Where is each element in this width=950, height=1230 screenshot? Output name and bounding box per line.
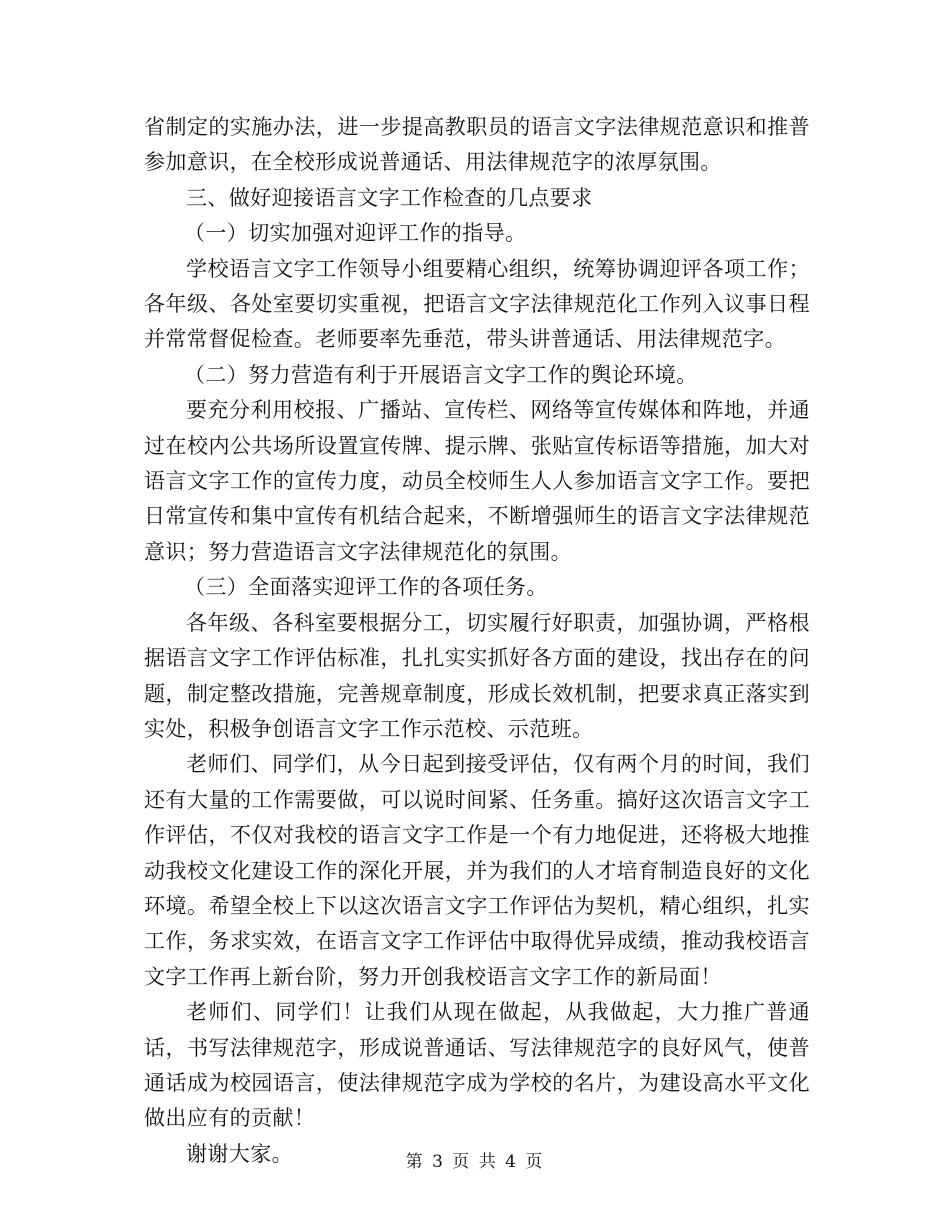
paragraph-1: 省制定的实施办法，进一步提高教职员的语言文字法律规范意识和推普参加意识，在全校形成说普通话、用法律规范字的浓厚氛围。 bbox=[144, 115, 810, 175]
paragraph-5: 老师们、同学们，从今日起到接受评估，仅有两个月的时间，我们还有大量的工作需要做，可以说时间紧、任务重。搞好这次语言文字工作评估，不仅对我校的语言文字工作是一个有力地促进，还将极大地推动我校文化建设工作的深化开展，并为我们的人才培育制造良好的文化环境。希望全校上下以这次语言文字工作评估为契机，精心组织，扎实工作，务求实效，在语言文字工作评估中取得优异成绩，推动我校语言文字工作再上新台阶，努力开创我校语言文字工作的新局面！ bbox=[144, 752, 810, 989]
page-number-footer: 第 3 页 共 4 页 bbox=[405, 1152, 545, 1172]
paragraph-3: 要充分利用校报、广播站、宣传栏、网络等宣传媒体和阵地，并通过在校内公共场所设置宣传牌、提示牌、张贴宣传标语等措施，加大对语言文字工作的宣传力度，动员全校师生人人参加语言文字工作。要把日常宣传和集中宣传有机结合起来，不断增强师生的语言文字法律规范意识；努力营造语言文字法律规范化的氛围。 bbox=[144, 398, 810, 564]
subheading-2: （二）努力营造有利于开展语言文字工作的舆论环境。 bbox=[184, 362, 698, 387]
paragraph-4: 各年级、各科室要根据分工，切实履行好职责，加强协调，严格根据语言文字工作评估标准，扎扎实实抓好各方面的建设，找出存在的问题，制定整改措施，完善规章制度，形成长效机制，把要求真正落实到实处，积极争创语言文字工作示范校、示范班。 bbox=[144, 610, 810, 741]
subheading-3: （三）全面落实迎评工作的各项任务。 bbox=[184, 575, 548, 600]
paragraph-2: 学校语言文字工作领导小组要精心组织，统筹协调迎评各项工作；各年级、各处室要切实重视，把语言文字法律规范化工作列入议事日程并常常督促检查。老师要率先垂范，带头讲普通话、用法律规范字。 bbox=[144, 256, 810, 352]
closing-thanks: 谢谢大家。 bbox=[186, 1141, 293, 1166]
paragraph-6: 老师们、同学们！让我们从现在做起，从我做起，大力推广普通话，书写法律规范字，形成说普通话、写法律规范字的良好风气，使普通话成为校园语言，使法律规范字成为学校的名片，为建设高水平文化做出应有的贡献！ bbox=[144, 1000, 810, 1131]
section-heading-3: 三、做好迎接语言文字工作检查的几点要求 bbox=[186, 185, 593, 210]
document-body bbox=[144, 110, 810, 1172]
subheading-1: （一）切实加强对迎评工作的指导。 bbox=[184, 221, 527, 246]
